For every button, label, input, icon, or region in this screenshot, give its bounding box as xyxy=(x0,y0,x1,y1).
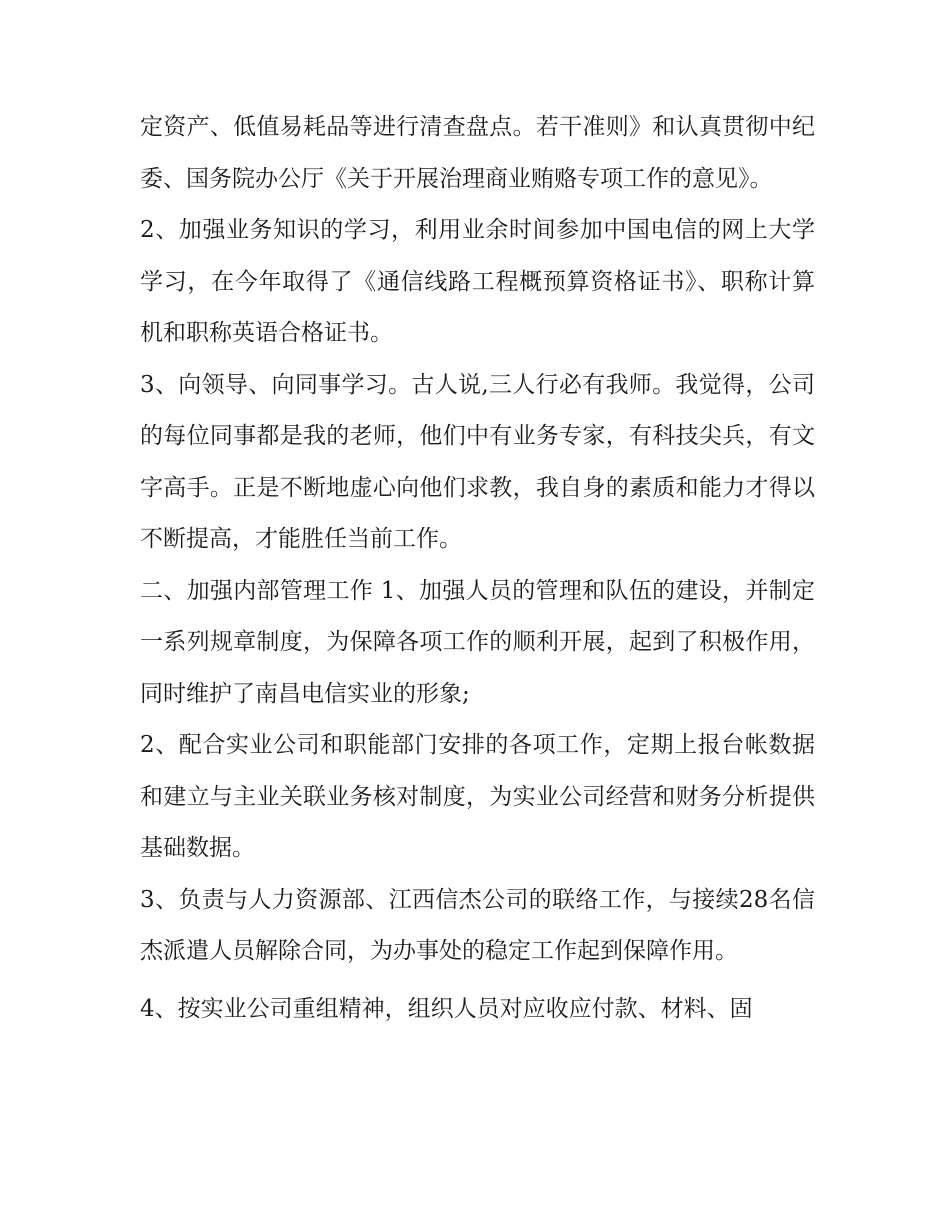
paragraph-5: 2、配合实业公司和职能部门安排的各项工作，定期上报台帐数据和建立与主业关联业务核对制度，为实业公司经营和财务分析提供基础数据。 xyxy=(140,732,815,861)
document-body xyxy=(140,102,815,1035)
paragraph-1: 定资产、低值易耗品等进行清查盘点。若干准则》和认真贯彻中纪委、国务院办公厅《关于开展治理商业贿赂专项工作的意见》。 xyxy=(140,114,815,192)
paragraph-4: 二、加强内部管理工作 1、加强人员的管理和队伍的建设，并制定一系列规章制度，为保障各项工作的顺利开展，起到了积极作用，同时维护了南昌电信实业的形象; xyxy=(140,577,815,707)
paragraph-3: 3、向领导、向同事学习。古人说,三人行必有我师。我觉得，公司的每位同事都是我的老师，他们中有业务专家，有科技尖兵，有文字高手。正是不断地虚心向他们求教，我自身的素质和能力才得以不断提高，才能胜任当前工作。 xyxy=(140,371,815,552)
paragraph-6: 3、负责与人力资源部、江西信杰公司的联络工作，与接续28名信杰派遣人员解除合同，为办事处的稳定工作起到保障作用。 xyxy=(140,886,815,964)
paragraph-2: 2、加强业务知识的学习，利用业余时间参加中国电信的网上大学学习，在今年取得了《通信线路工程概预算资格证书》、职称计算机和职称英语合格证书。 xyxy=(140,217,815,346)
paragraph-7: 4、按实业公司重组精神，组织人员对应收应付款、材料、固 xyxy=(140,995,753,1022)
